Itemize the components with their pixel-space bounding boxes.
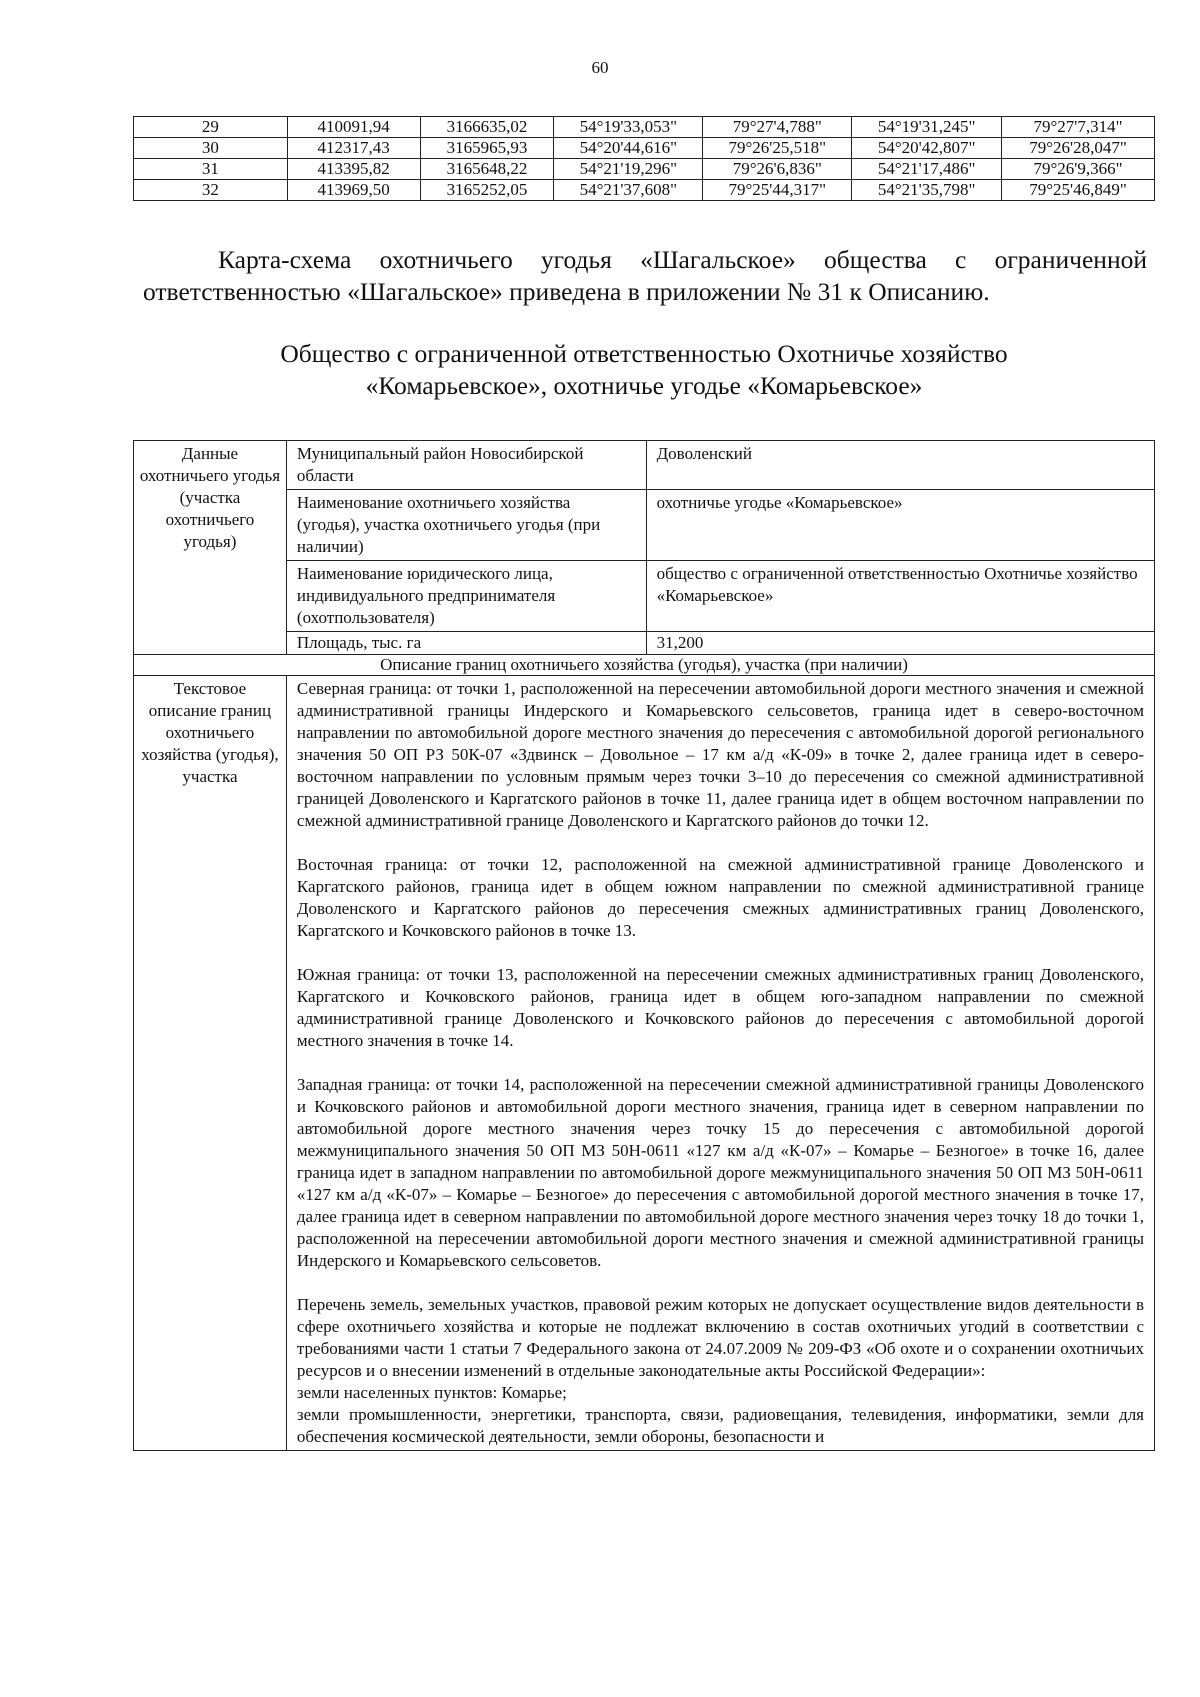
latitude-alt: 54°20'42,807" [852,138,1002,159]
data-row-district [134,441,1155,490]
longitude-alt: 79°26'28,047" [1002,138,1155,159]
y-coordinate: 3165252,05 [420,180,554,201]
data-header: Данные охотничьего угодья (участка охотничьего угодья) [134,441,287,655]
hunting-ground-table [133,440,1155,1451]
data-value: охотничье угодье «Комарьевское» [646,490,1154,561]
industrial-lands: земли промышленности, энергетики, транспорта, связи, радиовещания, телевидения, информатики, земли для обеспечения космической деятельности, земли обороны, безопасности и [296,1405,1144,1446]
point-number: 29 [134,117,288,138]
text-description-header: Текстовое описание границ охотничьего хозяйства (угодья), участка [134,676,287,1451]
coordinates-table [133,116,1155,201]
boundaries-header: Описание границ охотничьего хозяйства (угодья), участка (при наличии) [134,655,1155,676]
y-coordinate: 3165648,22 [420,159,554,180]
coordinates-row [134,180,1155,201]
y-coordinate: 3165965,93 [420,138,554,159]
data-label: Муниципальный район Новосибирской области [286,441,646,490]
settlement-lands: земли населенных пунктов: Комарье; [296,1383,567,1402]
east-boundary: Восточная граница: от точки 12, расположенной на смежной административной границе Доволенского и Каргатского районов, граница идет в общем южном направлении по смежной административной границе Доволенского и Каргатского районов до пересечения смежных административных границ Доволенского, Каргатского и Кочковского районов в точке 13. [296,855,1144,940]
y-coordinate: 3166635,02 [420,117,554,138]
north-boundary: Северная граница: от точки 1, расположенной на пересечении автомобильной дороги местного значения и смежной административной границы Индерского и Комарьевского сельсоветов, граница идет в северо-восточном направлении по автомобильной дороге местного значения до пересечения с автомобильной дорогой регионального значения 50 ОП РЗ 50К-07 «Здвинск – Довольное – 17 км а/д «К-09» в точке 2, далее граница идет в северо-восточном направлении по условным прямым через точки 3–10 до пересечения со смежной административной границей Доволенского и Каргатского районов в точке 11, далее граница идет в общем восточном направлении по смежной административной границе Доволенского и Каргатского районов до точки 12. [296,679,1144,830]
longitude: 79°25'44,317" [703,180,852,201]
x-coordinate: 413395,82 [287,159,420,180]
section-title [133,338,1155,402]
data-value: общество с ограниченной ответственностью Охотничье хозяйство «Комарьевское» [646,561,1154,632]
x-coordinate: 412317,43 [287,138,420,159]
point-number: 32 [134,180,288,201]
data-row-area [134,632,1155,655]
longitude: 79°26'25,518" [703,138,852,159]
coordinates-row [134,117,1155,138]
text-description-row [134,676,1155,1451]
latitude-alt: 54°19'31,245" [852,117,1002,138]
page-number: 60 [591,58,609,77]
data-label: Наименование охотничьего хозяйства (угодья), участка охотничьего угодья (при наличии) [286,490,646,561]
map-scheme-note: Карта-схема охотничьего угодья «Шагальское» общества с ограниченной ответственностью «Шагальское» приведена в приложении № 31 к Описанию. [143,245,1147,306]
longitude-alt: 79°26'9,366" [1002,159,1155,180]
data-label: Площадь, тыс. га [286,632,646,655]
data-row-ground-name [134,490,1155,561]
x-coordinate: 410091,94 [287,117,420,138]
longitude: 79°26'6,836" [703,159,852,180]
coordinates-row [134,159,1155,180]
west-boundary: Западная граница: от точки 14, расположенной на пересечении смежной административной границы Доволенского и Кочковского районов и автомобильной дороги местного значения, граница идет в северном направлении по автомобильной дороге местного значения через точку 15 до пересечения с автомобильной дорогой межмуниципального значения 50 ОП МЗ 50Н-0611 «127 км а/д «К-07» – Комарье – Безногое» в точке 16, далее граница идет в западном направлении по автомобильной дороге межмуниципального значения 50 ОП МЗ 50Н-0611 «127 км а/д «К-07» – Комарье – Безногое» до пересечения с автомобильной дорогой местного значения в точке 17, далее граница идет в северном направлении по автомобильной дороге местного значения через точку 18 до точки 1, расположенной на пересечении автомобильной дороги местного значения и смежной административной границы Индерского и Комарьевского сельсоветов. [296,1075,1144,1270]
longitude-alt: 79°25'46,849" [1002,180,1155,201]
excluded-lands-intro: Перечень земель, земельных участков, правовой режим которых не допускает осуществление видов деятельности в сфере охотничьего хозяйства и которые не подлежат включению в состав охотничьих угодий в соответствии с требованиями части 1 статьи 7 Федерального закона от 24.07.2009 № 209-ФЗ «Об охоте и о сохранении охотничьих ресурсов и о внесении изменений в отдельные законодательные акты Российской Федерации»: [296,1295,1144,1380]
longitude: 79°27'4,788" [703,117,852,138]
latitude: 54°19'33,053" [554,117,703,138]
data-value: Доволенский [646,441,1154,490]
data-label: Наименование юридического лица, индивидуального предпринимателя (охотпользователя) [286,561,646,632]
longitude-alt: 79°27'7,314" [1002,117,1155,138]
point-number: 30 [134,138,288,159]
south-boundary: Южная граница: от точки 13, расположенной на пересечении смежных административных границ Доволенского, Каргатского и Кочковского районов, граница идет в общем юго-западном направлении по смежной административной границе Доволенского и Кочковского районов до пересечения с автомобильной дорогой местного значения в точке 14. [296,965,1144,1050]
x-coordinate: 413969,50 [287,180,420,201]
latitude: 54°21'37,608" [554,180,703,201]
boundaries-header-row [134,655,1155,676]
section-title-line-1: Общество с ограниченной ответственностью Охотничье хозяйство [280,339,1008,368]
text-description [286,676,1154,1451]
data-row-legal-entity [134,561,1155,632]
latitude: 54°21'19,296" [554,159,703,180]
data-value: 31,200 [646,632,1154,655]
point-number: 31 [134,159,288,180]
coordinates-row [134,138,1155,159]
latitude-alt: 54°21'17,486" [852,159,1002,180]
latitude: 54°20'44,616" [554,138,703,159]
latitude-alt: 54°21'35,798" [852,180,1002,201]
section-title-line-2: «Комарьевское», охотничье угодье «Комарьевское» [365,371,923,400]
